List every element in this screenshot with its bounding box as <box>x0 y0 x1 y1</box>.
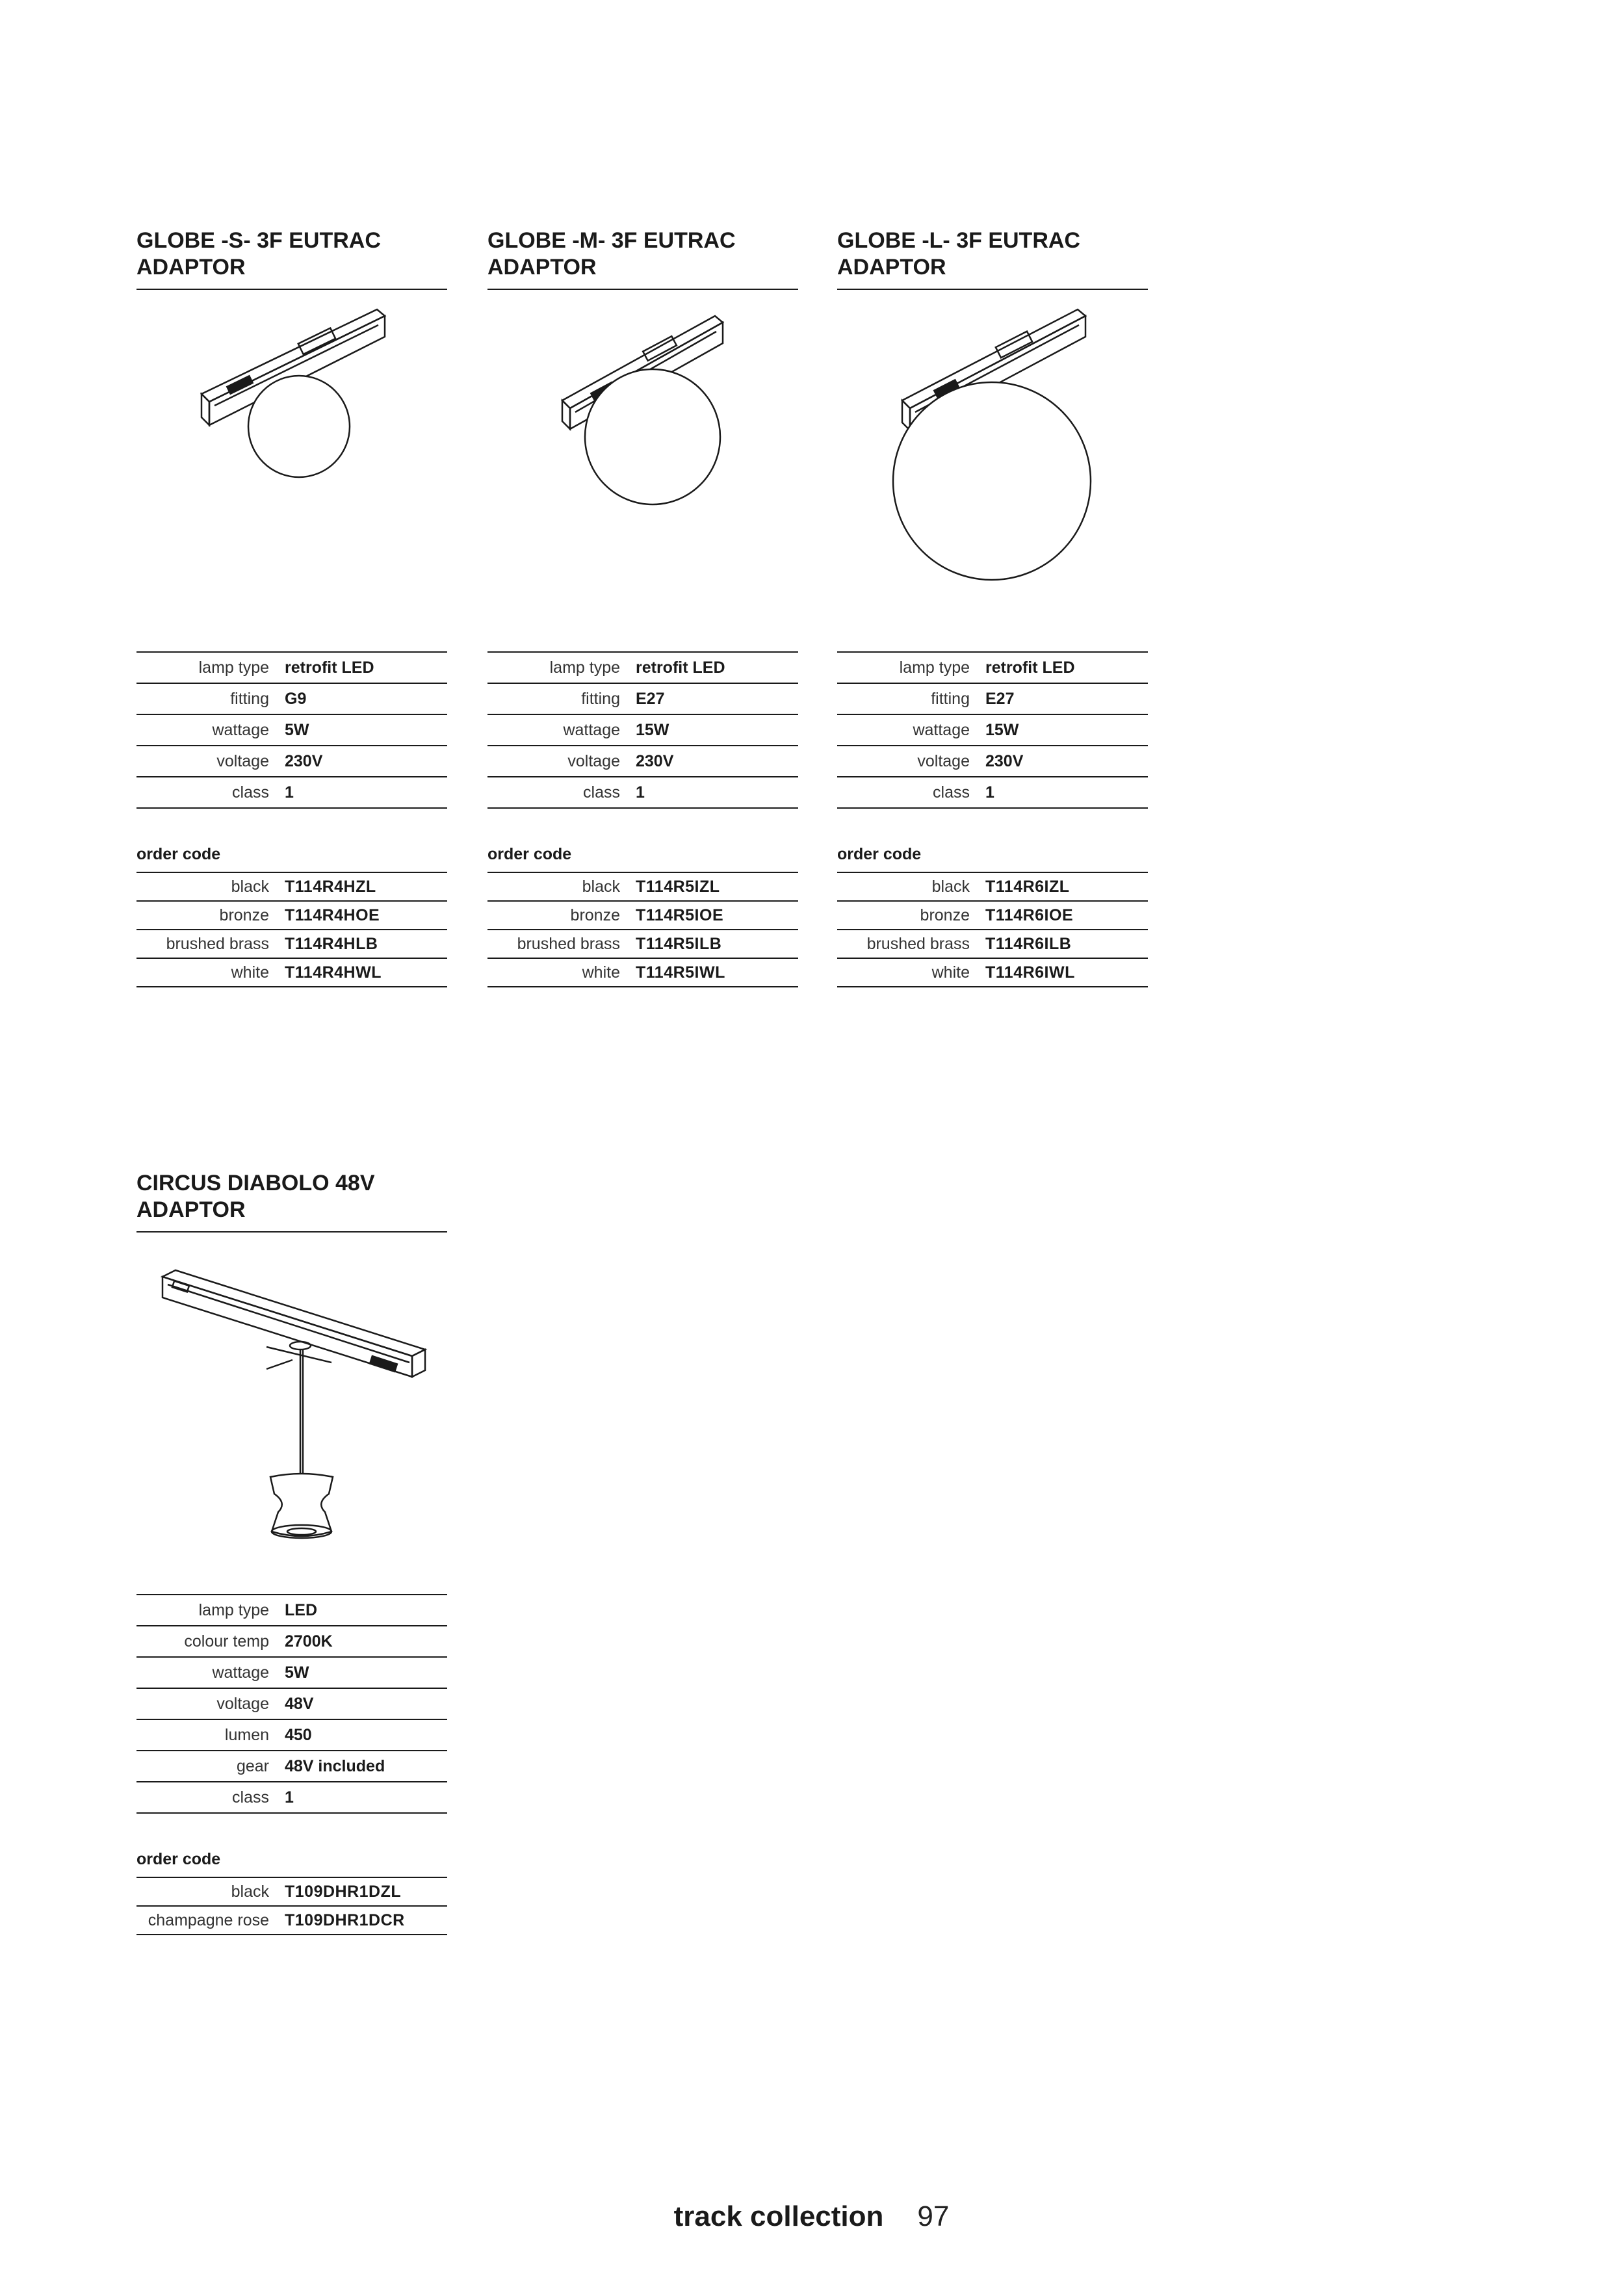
order-row: brushed brass T114R4HLB <box>136 930 447 959</box>
spec-row: wattage 15W <box>487 715 798 746</box>
spec-row: lamp type retrofit LED <box>136 653 447 684</box>
spec-row: lamp type LED <box>136 1595 447 1626</box>
spec-row: colour temp 2700K <box>136 1626 447 1658</box>
globe-adaptor-drawing <box>136 290 447 651</box>
spec-row: class 1 <box>837 777 1148 809</box>
spec-row: voltage 230V <box>487 746 798 777</box>
product-circus-diabolo <box>136 1170 447 1935</box>
spec-table <box>837 651 1148 809</box>
spec-row: class 1 <box>136 1782 447 1814</box>
product-globe-m <box>487 228 798 987</box>
spec-row: fitting E27 <box>487 684 798 715</box>
pendant-adaptor-drawing <box>136 1233 447 1594</box>
order-row: white T114R5IWL <box>487 959 798 987</box>
spec-row: wattage 5W <box>136 1658 447 1689</box>
order-code-table <box>136 1878 447 1935</box>
order-code-heading: order code <box>136 845 447 873</box>
product-illustration <box>837 290 1148 651</box>
order-row: black T114R6IZL <box>837 873 1148 902</box>
order-row: champagne rose T109DHR1DCR <box>136 1907 447 1935</box>
order-row: brushed brass T114R5ILB <box>487 930 798 959</box>
order-code-heading: order code <box>136 1850 447 1878</box>
order-row: black T114R5IZL <box>487 873 798 902</box>
order-code-heading: order code <box>837 845 1148 873</box>
page-number: 97 <box>917 2200 950 2232</box>
order-row: bronze T114R6IOE <box>837 902 1148 930</box>
spec-row: voltage 230V <box>136 746 447 777</box>
order-row: bronze T114R4HOE <box>136 902 447 930</box>
spec-row: fitting E27 <box>837 684 1148 715</box>
order-row: bronze T114R5IOE <box>487 902 798 930</box>
spec-row: gear 48V included <box>136 1751 447 1782</box>
order-code-table <box>136 873 447 987</box>
order-code-heading: order code <box>487 845 798 873</box>
order-code-table <box>837 873 1148 987</box>
product-title: GLOBE -S- 3F EUTRAC ADAPTOR <box>136 228 447 290</box>
spec-row: lumen 450 <box>136 1720 447 1751</box>
spec-row: lamp type retrofit LED <box>487 653 798 684</box>
spec-row: class 1 <box>136 777 447 809</box>
spec-row: fitting G9 <box>136 684 447 715</box>
globe-adaptor-drawing <box>487 290 798 651</box>
product-title: GLOBE -L- 3F EUTRAC ADAPTOR <box>837 228 1148 290</box>
globe-adaptor-drawing <box>837 290 1148 651</box>
product-globe-l <box>837 228 1148 987</box>
order-row: white T114R4HWL <box>136 959 447 987</box>
section-title: track collection <box>673 2200 884 2232</box>
spec-row: lamp type retrofit LED <box>837 653 1148 684</box>
spec-row: wattage 15W <box>837 715 1148 746</box>
spec-row: voltage 48V <box>136 1689 447 1720</box>
spec-row: wattage 5W <box>136 715 447 746</box>
order-code-table <box>487 873 798 987</box>
page-footer <box>0 2200 1623 2233</box>
spec-table <box>136 1594 447 1814</box>
product-illustration <box>136 290 447 651</box>
product-illustration <box>136 1233 447 1594</box>
order-row: brushed brass T114R6ILB <box>837 930 1148 959</box>
product-illustration <box>487 290 798 651</box>
order-row: black T109DHR1DZL <box>136 1878 447 1907</box>
order-row: black T114R4HZL <box>136 873 447 902</box>
product-globe-s <box>136 228 447 987</box>
spec-table <box>136 651 447 809</box>
order-row: white T114R6IWL <box>837 959 1148 987</box>
spec-row: voltage 230V <box>837 746 1148 777</box>
spec-table <box>487 651 798 809</box>
product-title: CIRCUS DIABOLO 48V ADAPTOR <box>136 1170 447 1233</box>
spec-row: class 1 <box>487 777 798 809</box>
product-title: GLOBE -M- 3F EUTRAC ADAPTOR <box>487 228 798 290</box>
